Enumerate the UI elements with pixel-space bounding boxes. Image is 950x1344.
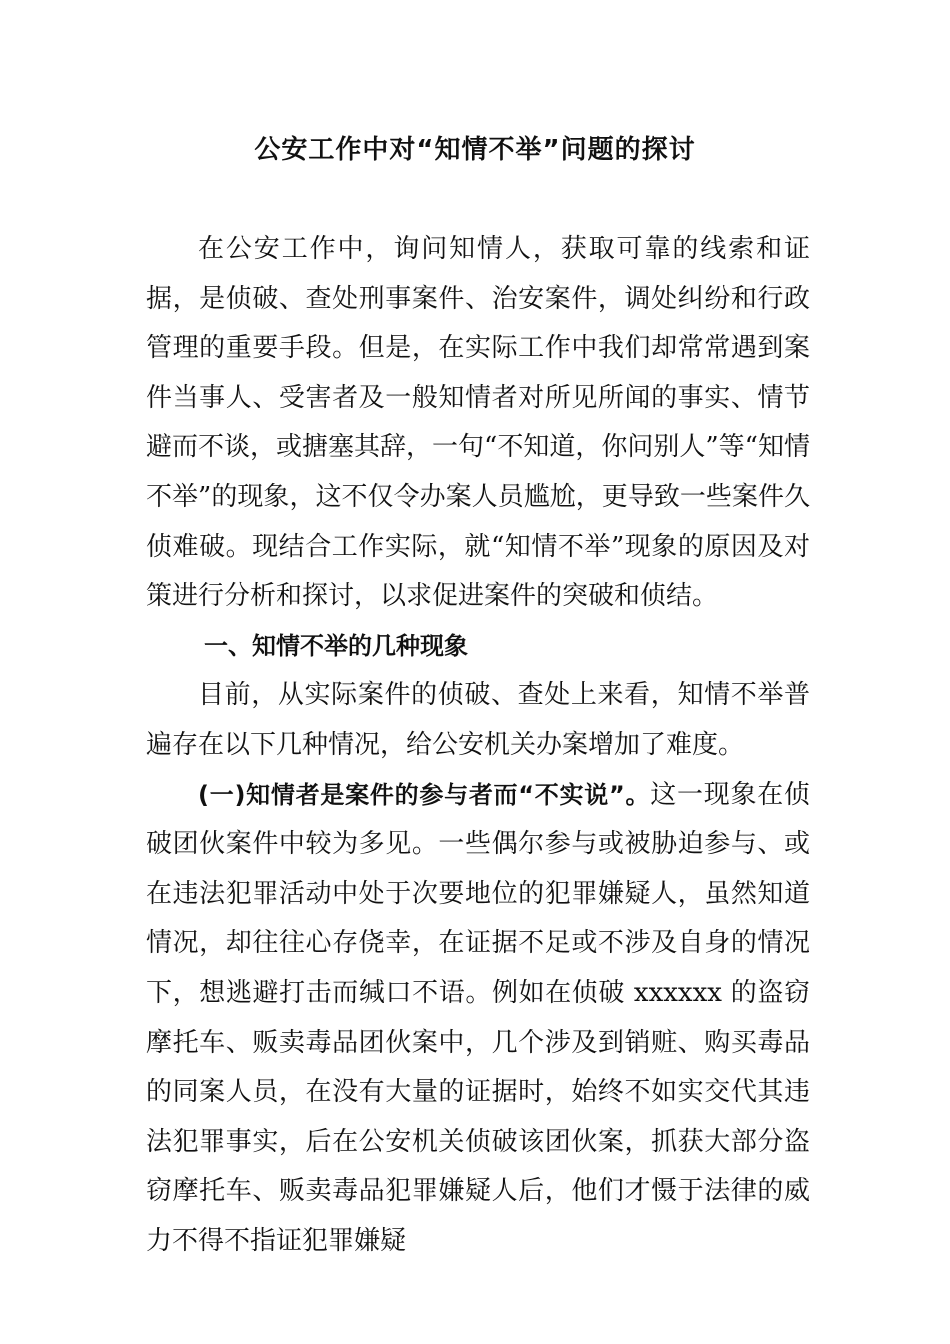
- intro-paragraph: 在公安工作中，询问知情人，获取可靠的线索和证据，是侦破、查处刑事案件、治安案件，调处纠纷和行政管理的重要手段。但是，在实际工作中我们却常常遇到案件当事人、受害者及一般知情者对所见所闻的事实、情节避而不谈，或搪塞其辞，一句“不知道，你问别人”等“知情不举”的现象，这不仅令办案人员尴尬，更导致一些案件久侦难破。现结合工作实际，就“知情不举”现象的原因及对策进行分析和探讨，以求促进案件的突破和侦结。: [146, 234, 810, 612]
- section-intro-paragraph: 目前，从实际案件的侦破、查处上来看，知情不举普遍存在以下几种情况，给公安机关办案增加了难度。: [146, 680, 810, 760]
- document-title: 公安工作中对“知情不举”问题的探讨: [254, 135, 696, 165]
- section-heading: 一、知情不举的几种现象: [204, 631, 468, 660]
- subsection-paragraph: [146, 771, 810, 1267]
- subsection-text: 这一现象在侦破团伙案件中较为多见。一些偶尔参与或被胁迫参与、或在违法犯罪活动中处于次要地位的犯罪嫌疑人，虽然知道情况，却往往心存侥幸，在证据不足或不涉及自身的情况下，想逃避打击而缄口不语。例如在侦破 xxxxxx 的盗窃摩托车、贩卖毒品团伙案中，几个涉及到销赃、购买毒品的同案人员，在没有大量的证据时，始终不如实交代其违法犯罪事实，后在公安机关侦破该团伙案，抓获大部分盗窃摩托车、贩卖毒品犯罪嫌疑人后，他们才慑于法律的威力不得不指证犯罪嫌疑: [146, 779, 810, 1256]
- document-body: [146, 225, 810, 1266]
- subsection-heading: (一)知情者是案件的参与者而“不实说”。: [198, 780, 651, 809]
